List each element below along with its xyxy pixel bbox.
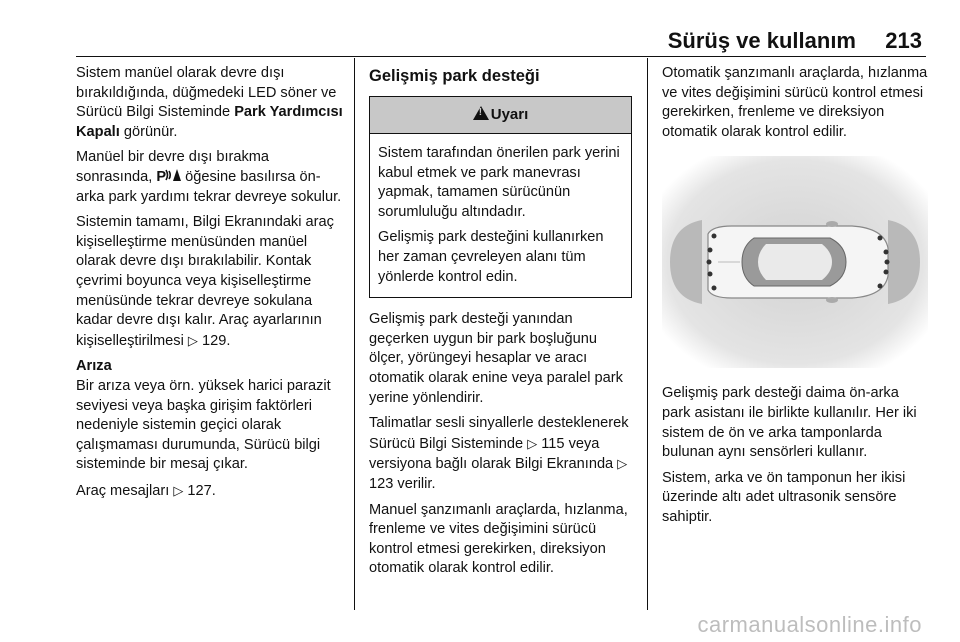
arrow-ref-icon: ▷ bbox=[187, 332, 198, 348]
arrow-ref-icon: ▷ bbox=[173, 482, 184, 498]
arrow-ref-icon: ▷ bbox=[617, 456, 628, 472]
column-2 bbox=[369, 64, 632, 585]
paragraph-measure: Gelişmiş park desteği yanından geçerken uygun bir park boşluğunu ölçer, yörüngeyi hesaplar ve aracı otomatik olarak enine veya paralel park yerine yönlendirir. bbox=[369, 311, 623, 406]
paragraph-sensors: Sistem, arka ve ön tamponun her ikisi üzerinde altı adet ultrasonik sensöre sahiptir. bbox=[662, 469, 906, 525]
text: öğesine basılırsa ön-arka park yardımı tekrar devreye sokulur. bbox=[76, 168, 342, 205]
page-ref[interactable]: 127. bbox=[187, 482, 216, 499]
text: verilir. bbox=[397, 475, 436, 492]
park-assist-button-letter: P bbox=[156, 168, 166, 185]
arrow-ref-icon: ▷ bbox=[527, 435, 538, 451]
warning-body bbox=[370, 134, 631, 297]
column-divider-1 bbox=[354, 58, 355, 610]
paragraph-combined-use: Gelişmiş park desteği daima ön-arka park asistanı ile birlikte kullanılır. Her iki sistem de ön ve arka tamponlarda bulunan aynı sensörleri kullanır. bbox=[662, 385, 917, 461]
paragraph-vehicle-messages bbox=[76, 481, 348, 502]
header-rule bbox=[76, 56, 926, 57]
warning-text: Gelişmiş park desteğini kullanırken her zaman çevreleyen alanı tüm yönlerde kontrol edin. bbox=[378, 229, 604, 285]
display-message-text: Park Yardımcısı Kapalı bbox=[76, 104, 343, 140]
text: Sistem manüel olarak devre dışı bırakıldığında, düğmedeki LED söner ve Sürücü Bilgi Sisteminde bbox=[76, 65, 337, 121]
paragraph-instructions bbox=[369, 414, 632, 494]
subhead-fault: Arıza bbox=[76, 358, 112, 375]
parking-sensor-figure bbox=[662, 156, 928, 368]
page-header-title: Sürüş ve kullanım bbox=[667, 28, 856, 53]
paragraph-reactivate bbox=[76, 148, 348, 207]
page-ref[interactable]: 123 bbox=[369, 475, 394, 492]
page-ref[interactable]: 115 bbox=[541, 435, 565, 452]
column-1 bbox=[76, 64, 348, 507]
text: Araç mesajları bbox=[76, 482, 170, 499]
car-top-view-illustration bbox=[662, 156, 928, 368]
page-header bbox=[0, 0, 960, 58]
park-assist-button-icon bbox=[156, 169, 181, 185]
page-ref[interactable]: 129. bbox=[201, 332, 231, 349]
page-number: 213 bbox=[885, 28, 922, 53]
warning-box bbox=[369, 96, 632, 298]
warning-triangle-icon bbox=[473, 106, 489, 120]
sensor-waves-icon bbox=[165, 168, 181, 182]
watermark: carmanualsonline.info bbox=[697, 612, 922, 637]
column-divider-2 bbox=[647, 58, 648, 610]
text: Sistemin tamamı, Bilgi Ekranındaki araç kişiselleştirme menüsünden manüel olarak devre dışı bırakılabilir. Kontak çevrimi boyunca veya kişiselleştirme menüsünde tekrar devreye sokulana kadar devre dışı kalır. Araç ayarlarının kişiselleştirilmesi bbox=[76, 214, 334, 349]
warning-text: Sistem tarafından önerilen park yerini kabul etmek ve park manevrası yapmak, tamamen sürücünün sorumluluğu altındadır. bbox=[378, 145, 620, 220]
text: veya versiyona bağlı olarak Bilgi Ekranında bbox=[369, 435, 614, 473]
paragraph-info-display bbox=[76, 213, 348, 351]
text: görünür. bbox=[119, 123, 178, 140]
column-3 bbox=[662, 64, 928, 534]
paragraph-manual-transmission: Manuel şanzımanlı araçlarda, hızlanma, frenleme ve vites değişimini sürücü kontrol etmesi gerekirken, direksiyon otomatik olarak kontrol edilir. bbox=[369, 501, 628, 577]
section-title: Gelişmiş park desteği bbox=[369, 67, 540, 85]
paragraph-automatic-transmission: Otomatik şanzımanlı araçlarda, hızlanma ve vites değişimini sürücü kontrol etmesi gerekirken, frenleme ve direksiyon otomatik olarak kontrol edilir. bbox=[662, 65, 928, 140]
text: Talimatlar sesli sinyallerle desteklenerek Sürücü Bilgi Sisteminde bbox=[369, 415, 629, 452]
paragraph-fault: Bir arıza veya örn. yüksek harici parazit seviyesi veya başka girişim faktörleri nedeniyle sistemin geçici olarak çalışmaması durumunda, Sürücü bilgi sisteminde bir mesaj çıkar. bbox=[76, 377, 331, 473]
text: Manüel bir devre dışı bırakma sonrasında, bbox=[76, 149, 270, 185]
warning-header bbox=[370, 97, 631, 134]
paragraph-manual-off bbox=[76, 64, 348, 142]
warning-title: Uyarı bbox=[490, 106, 529, 123]
